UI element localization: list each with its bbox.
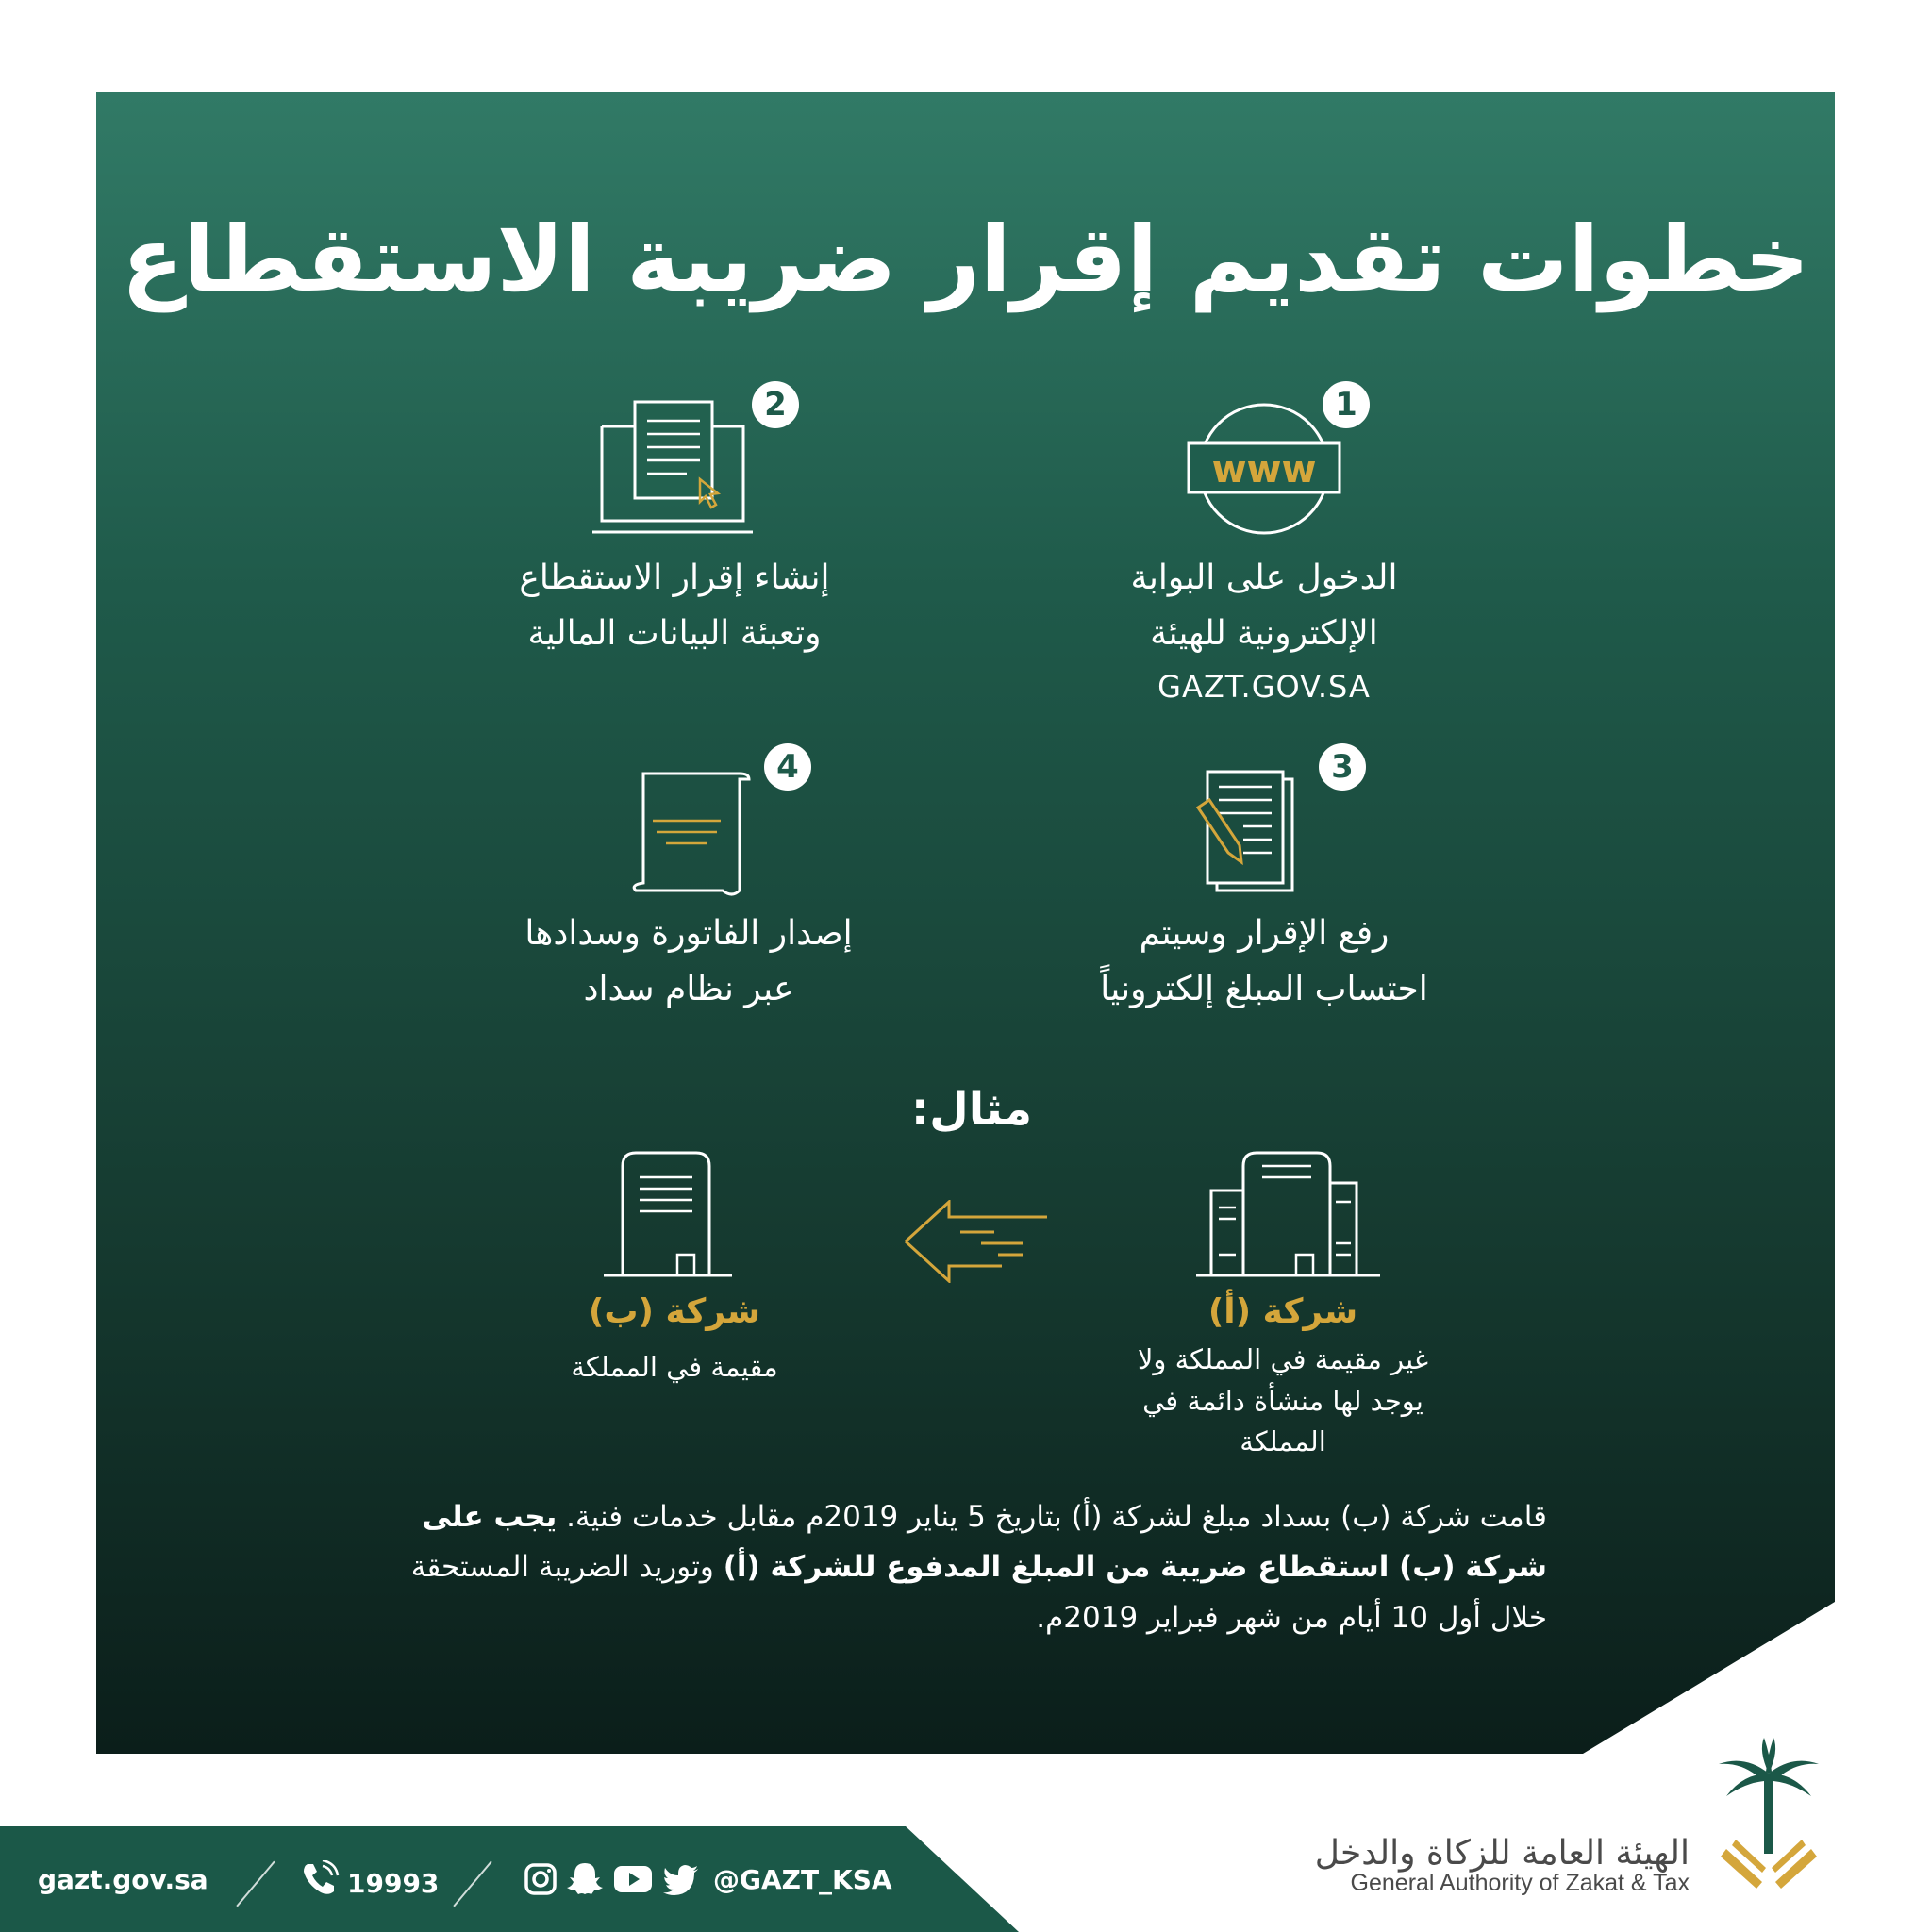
step-2-line2: وتعبئة البيانات المالية <box>527 614 822 654</box>
step-1-text <box>1066 550 1462 712</box>
twitter-icon[interactable] <box>662 1864 700 1896</box>
step-4-line2: عبر نظام سداد <box>583 970 794 1009</box>
step-1-line1: الدخول على البوابة <box>1130 558 1398 597</box>
step-1-url: GAZT.GOV.SA <box>1157 668 1371 705</box>
www-globe-icon <box>1184 401 1344 538</box>
company-a-name: شركة (أ) <box>1207 1292 1358 1331</box>
company-a-desc-line2: يوجد لها منشأة دائمة في <box>1142 1384 1423 1417</box>
step-2-badge: 2 <box>752 381 799 428</box>
example-title: مثال: <box>910 1083 1033 1136</box>
footer-phone[interactable]: 19993 <box>347 1868 440 1899</box>
laptop-document-icon <box>592 398 753 540</box>
documents-pen-icon <box>1196 766 1319 898</box>
step-3-text <box>1047 906 1481 1018</box>
company-a-desc <box>1075 1340 1490 1463</box>
example-paragraph <box>377 1492 1547 1643</box>
step-4-line1: إصدار الفاتورة وسدادها <box>524 914 853 953</box>
invoice-scroll-icon <box>624 766 757 898</box>
step-2-text <box>472 550 877 662</box>
paragraph-bold: يجب على شركة (ب) استقطاع ضريبة من المبلغ المدفوع للشركة (أ) <box>422 1500 1547 1585</box>
footer-website[interactable]: gazt.gov.sa <box>38 1864 208 1895</box>
instagram-icon[interactable] <box>524 1863 557 1895</box>
step-3-line2: احتساب المبلغ إلكترونياً <box>1100 970 1428 1009</box>
paragraph-part1: قامت شركة (ب) بسداد مبلغ لشركة (أ) بتاريخ 5 يناير 2019م مقابل خدمات فنية. <box>566 1500 1547 1534</box>
gazt-palm-logo-icon <box>1707 1736 1830 1896</box>
logo-arabic-text: الهيئة العامة للزكاة والدخل <box>1314 1834 1690 1873</box>
step-2-line1: إنشاء إقرار الاستقطاع <box>519 558 830 597</box>
arrow-left-icon <box>904 1200 1051 1283</box>
step-3-badge: 3 <box>1319 743 1366 791</box>
step-4-badge: 4 <box>764 743 811 791</box>
paragraph-part2: وتوريد الضريبة المستحقة خلال أول 10 أيام من شهر فبراير 2019م. <box>410 1550 1547 1635</box>
company-b-name: شركة (ب) <box>588 1292 761 1331</box>
company-a-building-icon <box>1196 1149 1380 1281</box>
www-label: www <box>1211 448 1317 491</box>
step-4-text <box>472 906 906 1018</box>
step-3-line1: رفع الإقرار وسيتم <box>1139 914 1390 953</box>
step-1-badge: 1 <box>1323 381 1370 428</box>
phone-icon <box>300 1860 340 1898</box>
company-b-desc <box>486 1347 863 1389</box>
page-title: خطوات تقديم إقرار ضريبة الاستقطاع <box>121 207 1810 312</box>
youtube-icon[interactable] <box>613 1864 653 1894</box>
company-a-desc-line1: غير مقيمة في المملكة ولا <box>1137 1343 1429 1375</box>
logo-english-text: General Authority of Zakat & Tax <box>1350 1870 1690 1896</box>
company-b-desc-line1: مقيمة في المملكة <box>571 1351 778 1383</box>
footer-social-handle[interactable]: @GAZT_KSA <box>713 1864 892 1895</box>
snapchat-icon[interactable] <box>566 1861 604 1897</box>
step-1-line2: الإلكترونية للهيئة <box>1150 614 1378 654</box>
company-b-building-icon <box>604 1149 732 1281</box>
company-a-desc-line3: المملكة <box>1240 1425 1326 1457</box>
